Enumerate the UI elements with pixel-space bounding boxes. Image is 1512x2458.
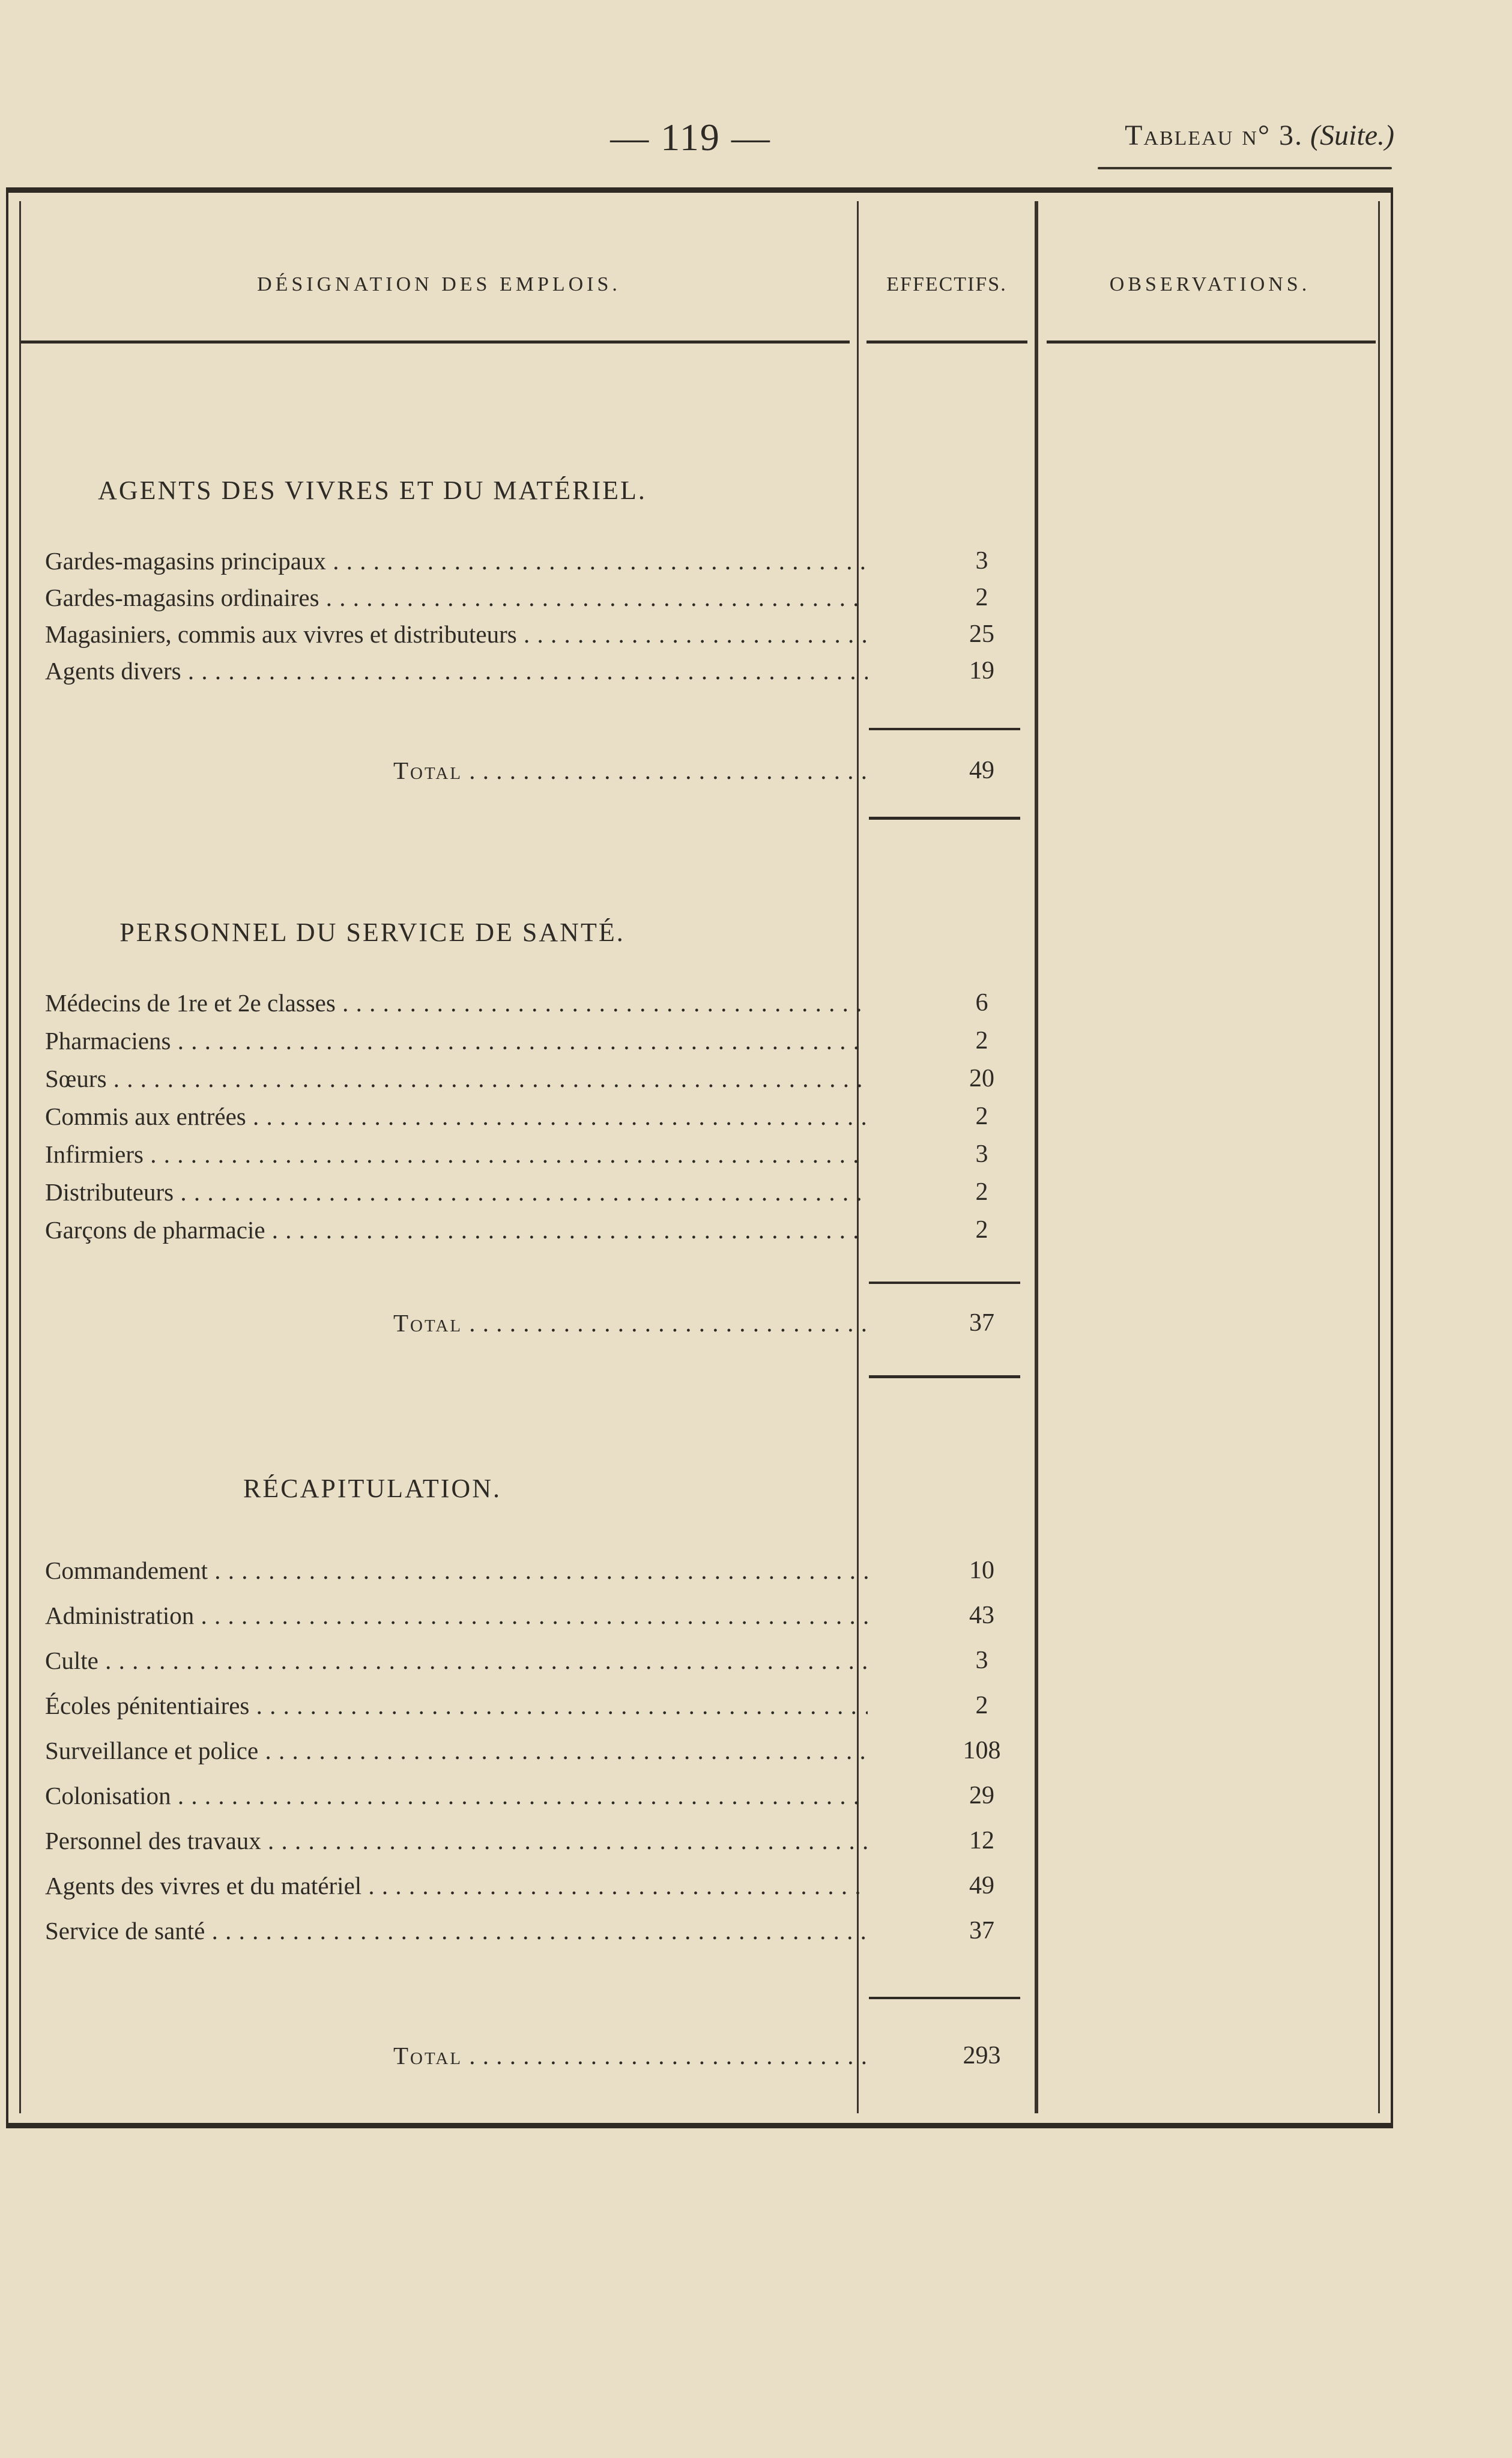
- column-divider-effectifs: [1035, 201, 1038, 2113]
- column-header-observations: OBSERVATIONS.: [1109, 273, 1311, 295]
- running-title-suite: (Suite.): [1310, 120, 1394, 151]
- section-title-vivres: AGENTS DES VIVRES ET DU MATÉRIEL.: [98, 476, 647, 505]
- page-number: — 119 —: [610, 116, 771, 159]
- title-rule: [1098, 167, 1392, 169]
- header-rule: [1047, 341, 1376, 344]
- section-end-rule: [869, 817, 1020, 820]
- header-rule: [866, 341, 1027, 344]
- page-header: [0, 0, 1512, 180]
- ledger-table: [6, 187, 1393, 2128]
- running-title: [1125, 119, 1394, 152]
- column-header-effectifs: EFFECTIFS.: [886, 273, 1007, 295]
- section-end-rule: [869, 1375, 1020, 1378]
- column-header-designation: DÉSIGNATION DES EMPLOIS.: [257, 273, 621, 295]
- subtotal-rule: [869, 728, 1020, 730]
- section-title-recapitulation: RÉCAPITULATION.: [243, 1474, 501, 1503]
- ledger-inner-frame: DÉSIGNATION DES EMPLOIS. EFFECTIFS. OBSERVATIONS. AGENTS DES VIVRES ET DU MATÉRIEL. Gardes-magasins principaux . . . 3 Gardes-magasins ordinaires . . . 2 Magasiniers, commis aux vivres et distributeurs . . . 25 Agents divers . . . 19 Total . . . 49 PERSONNEL DU SERVICE DE SANTÉ. Médecins de 1re et 2e classes . . . 6 Pharmaciens . . . 2 Sœurs . . . 20 Commis aux entrées . . . 2 Infirmiers . . . 3 Distributeurs . . . 2 Garçons de pharmacie . . . 2 Total . . . 37 RÉCAPITULATION. Commandement . . . 10 Administration . . . 43 Culte . . . 3 Écoles pénitentiaires . . . 2 Surveillance et police . . . 108 Colonisation . . . 29 Personnel des travaux . . . 12 Agents des vivres et du matériel . . . 49 Service de santé . . . 37 Total . . . 293: [19, 201, 1380, 2113]
- subtotal-rule: [869, 1997, 1020, 1999]
- header-rule: [21, 341, 850, 344]
- section-title-sante: PERSONNEL DU SERVICE DE SANTÉ.: [119, 918, 625, 947]
- running-title-main: Tableau n° 3.: [1125, 120, 1304, 151]
- subtotal-rule: [869, 1282, 1020, 1284]
